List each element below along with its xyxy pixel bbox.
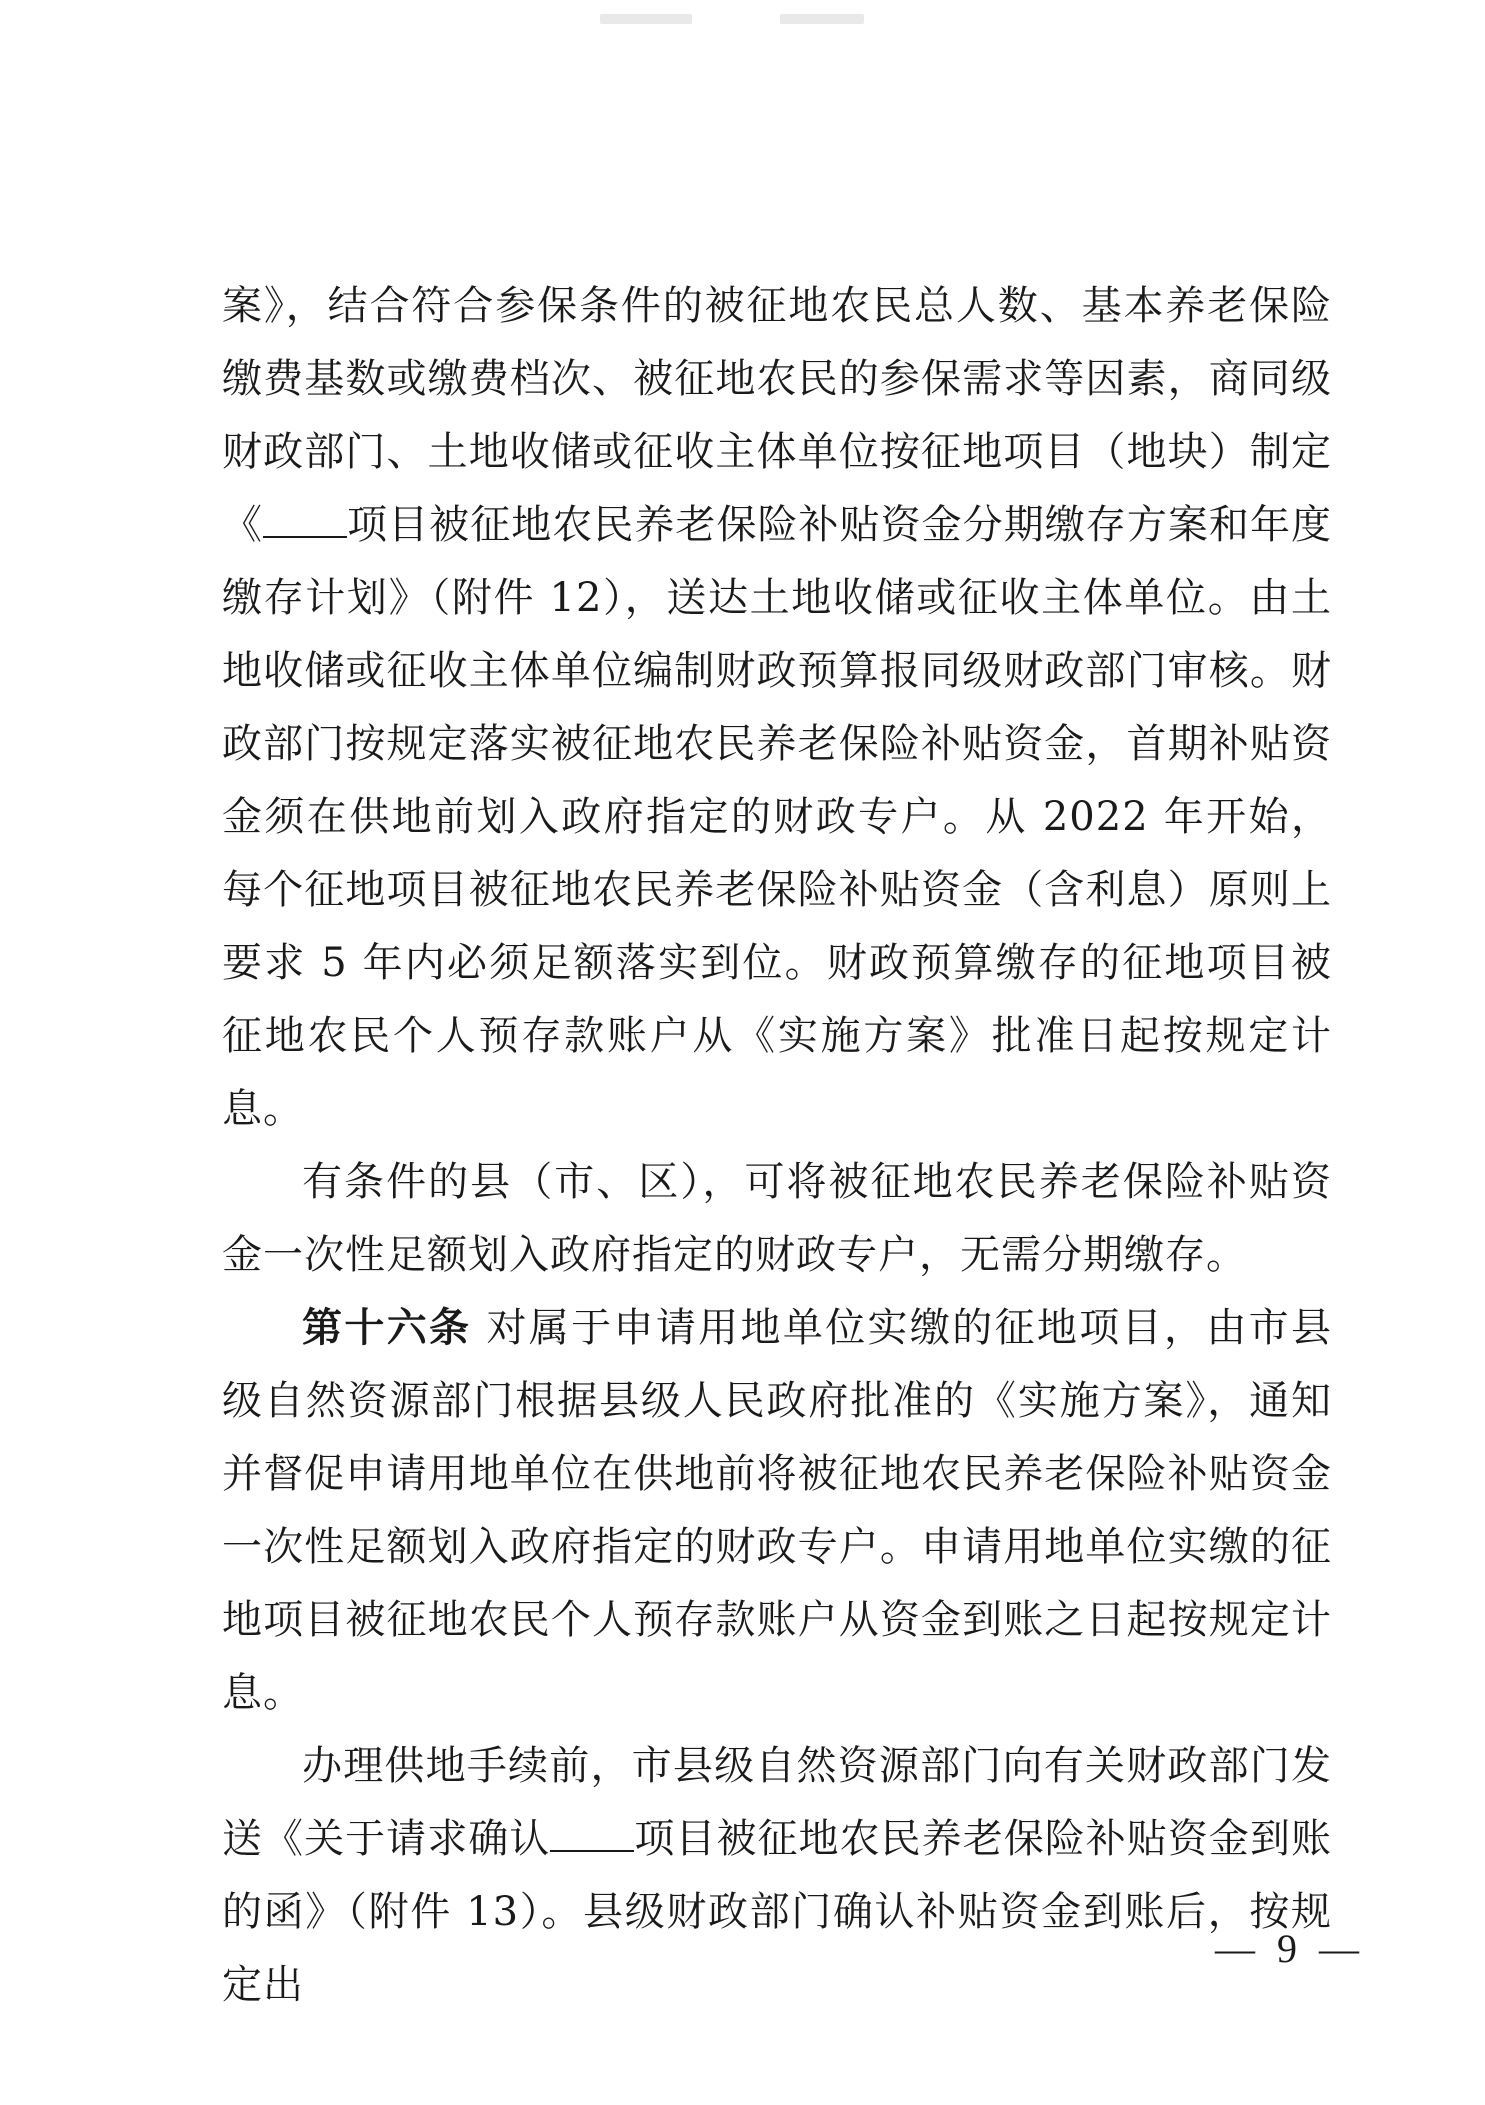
document-body [222, 270, 1332, 2022]
paragraph-text: 案》，结合符合参保条件的被征地农民总人数、基本养老保险缴费基数或缴费档次、被征地农民的参保需求等因素，商同级财政部门、土地收储或征收主体单位按征地项目（地块）制定《 [222, 283, 1332, 548]
paragraph-text: 有条件的县（市、区），可将被征地农民养老保险补贴资金一次性足额划入政府指定的财政专户，无需分期缴存。 [222, 1159, 1332, 1278]
header-mark-right [780, 14, 864, 24]
paragraph-2 [222, 1146, 1332, 1292]
fill-in-blank [550, 1820, 634, 1852]
paragraph-1 [222, 270, 1332, 1146]
paragraph-text: 项目被征地农民养老保险补贴资金到账的函》（附件 13）。县级财政部门确认补贴资金到账后，按规定出 [222, 1816, 1333, 2008]
paragraph-text: 项目被征地农民养老保险补贴资金分期缴存方案和年度缴存计划》（附件 12），送达土地收储或征收主体单位。由土地收储或征收主体单位编制财政预算报同级财政部门审核。财政部门按规定落实被征地农民养老保险补贴资金，首期补贴资金须在供地前划入政府指定的财政专户。从 2022 年开始，每个征地项目被征地农民养老保险补贴资金（含利息）原则上要求 5 年内必须足额落实到位。财政预算缴存的征地项目被征地农民个人预存款账户从《实施方案》批准日起按规定计息。 [222, 502, 1333, 1132]
page-number: — 9 — [1215, 1926, 1365, 1971]
fill-in-blank [263, 506, 347, 538]
paragraph-text: 办理供地手续前，市县级自然资源部门向有关财政部门发送《关于请求确认 [222, 1743, 1332, 1862]
paragraph-4 [222, 1730, 1332, 2022]
header-mark-left [600, 14, 692, 24]
article-heading: 第十六条 [302, 1305, 472, 1351]
paragraph-text: 对属于申请用地单位实缴的征地项目，由市县级自然资源部门根据县级人民政府批准的《实施方案》，通知并督促申请用地单位在供地前将被征地农民养老保险补贴资金一次性足额划入政府指定的财政专户。申请用地单位实缴的征地项目被征地农民个人预存款账户从资金到账之日起按规定计息。 [222, 1305, 1333, 1716]
paragraph-article-16 [222, 1292, 1332, 1730]
